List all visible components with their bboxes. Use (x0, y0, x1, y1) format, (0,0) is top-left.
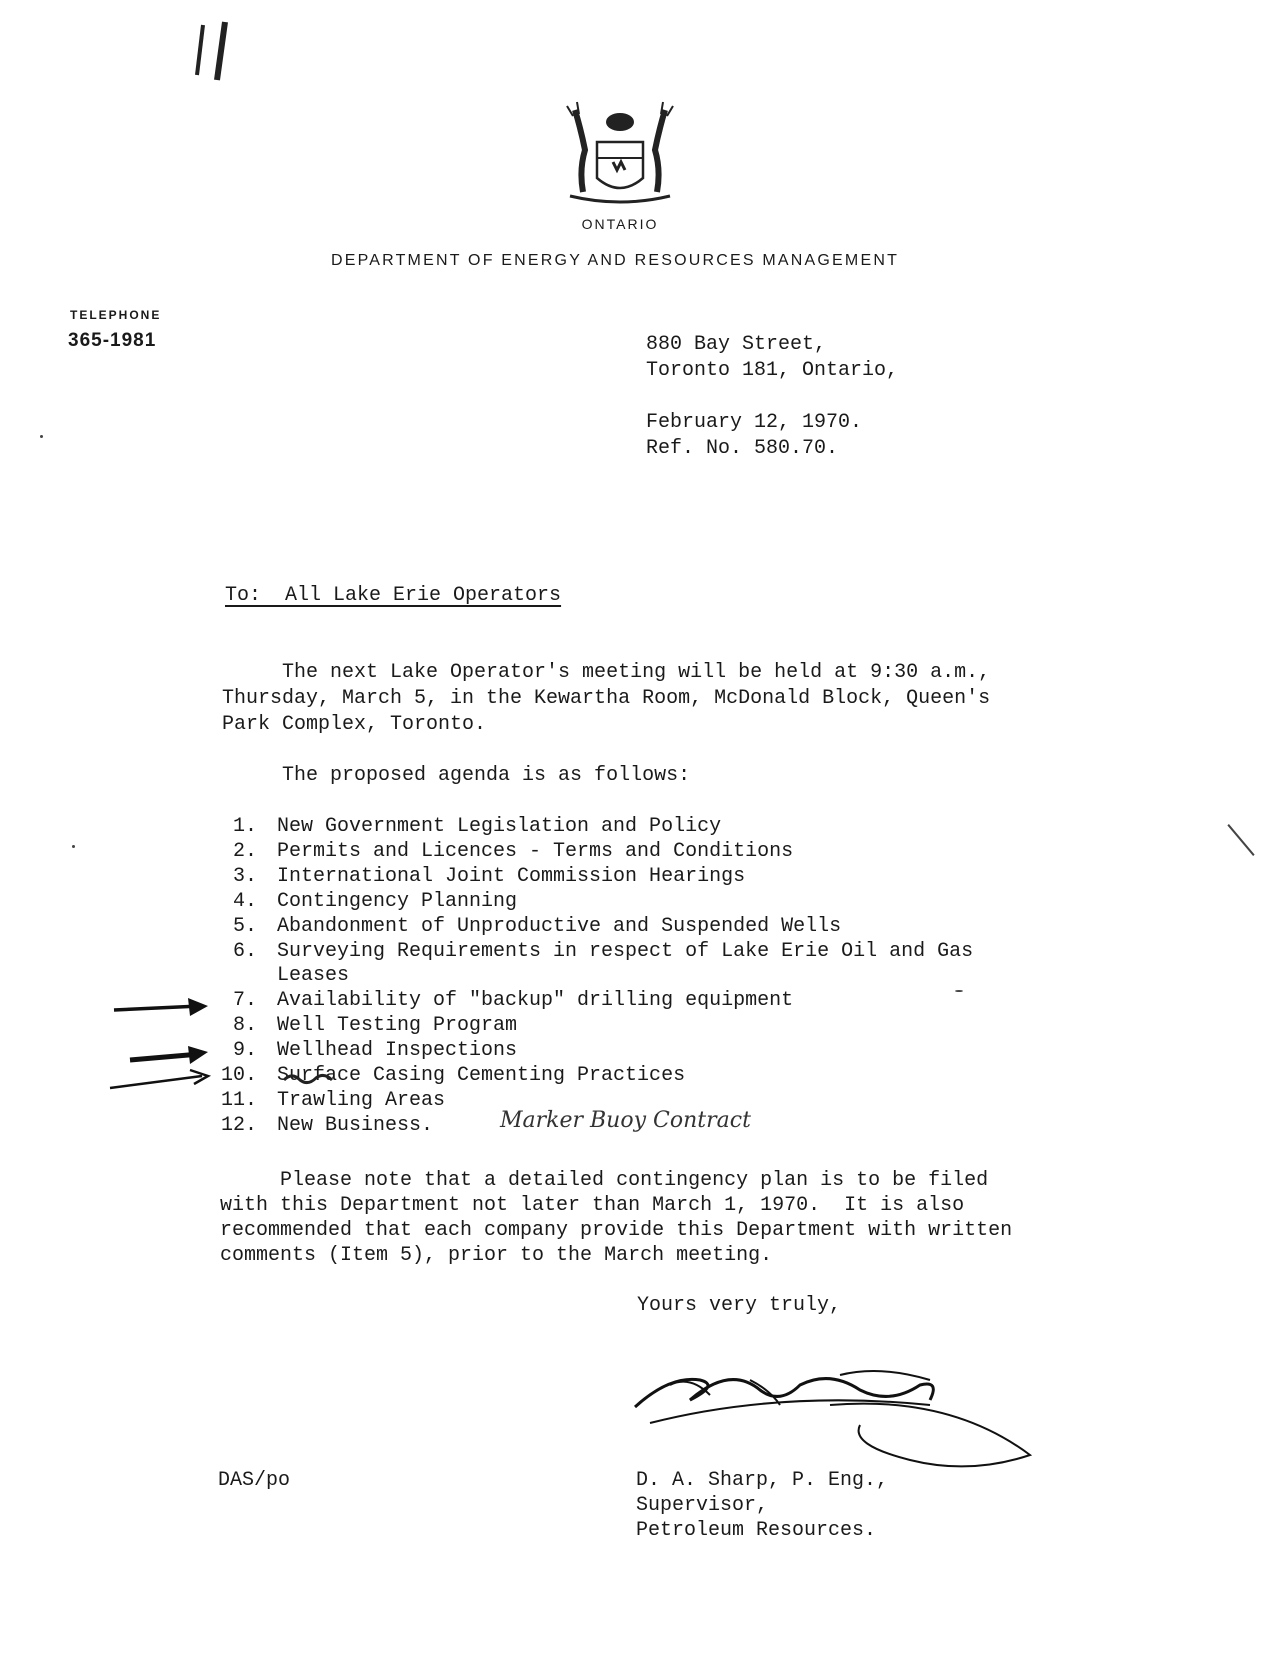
signer-title: Supervisor, (636, 1494, 769, 1517)
agenda-item (205, 914, 841, 940)
closing-line: with this Department not later than March 1, 1970. It is also (220, 1194, 965, 1217)
closing-line: comments (Item 5), prior to the March meeting. (220, 1244, 773, 1267)
signature (630, 1345, 1050, 1485)
scan-speck (955, 990, 963, 992)
arrow-icon (108, 1066, 212, 1096)
agenda-item-text: Contingency Planning (277, 890, 518, 913)
department-name: DEPARTMENT OF ENERGY AND RESOURCES MANAGEMENT (330, 252, 900, 269)
agenda-item-number: 7. (232, 989, 257, 1012)
agenda-item (205, 1088, 445, 1114)
agenda-item-text: Well Testing Program (277, 1014, 518, 1037)
ontario-crest-icon (555, 100, 685, 212)
agenda-item-text: New Government Legislation and Policy (277, 815, 722, 838)
agenda-item-text: Surface Casing Cementing Practices (277, 1064, 686, 1087)
reference-number: Ref. No. 580.70. (646, 437, 839, 460)
closing-line: Please note that a detailed contingency plan is to be filed (220, 1169, 989, 1192)
agenda-item (205, 839, 793, 865)
agenda-item-number: 6. (232, 940, 257, 963)
agenda-item-number: 11. (220, 1089, 257, 1112)
closing-line: recommended that each company provide this Department with written (220, 1219, 1013, 1242)
salutation: Yours very truly, (637, 1294, 842, 1317)
agenda-item-number: 9. (232, 1039, 257, 1062)
scan-speck (72, 845, 75, 848)
agenda-item-text: Wellhead Inspections (277, 1039, 518, 1062)
agenda-item (205, 1013, 517, 1039)
agenda-item-number: 5. (232, 915, 257, 938)
agenda-item-number: 12. (220, 1114, 257, 1137)
agenda-item-number: 3. (232, 865, 257, 888)
crest-label: ONTARIO (581, 216, 659, 232)
agenda-item (205, 889, 517, 915)
address-street: 880 Bay Street, (646, 333, 827, 356)
agenda-item-text: Permits and Licences - Terms and Conditions (277, 840, 794, 863)
agenda-item-number: 1. (232, 815, 257, 838)
agenda-item-text: Surveying Requirements in respect of Lake Erie Oil and Gas (277, 940, 974, 963)
agenda-item (205, 864, 745, 890)
agenda-item-number: 8. (232, 1014, 257, 1037)
intro-line: The next Lake Operator's meeting will be held at 9:30 a.m., (222, 661, 991, 684)
agenda-item-text: Leases (277, 964, 350, 987)
letter-date: February 12, 1970. (646, 411, 863, 434)
scan-speck (1227, 824, 1254, 856)
agenda-item-number: 2. (232, 840, 257, 863)
typist-initials: DAS/po (218, 1469, 291, 1492)
agenda-item-number: 10. (220, 1064, 257, 1087)
agenda-item-text: Abandonment of Unproductive and Suspended Wells (277, 915, 842, 938)
agenda-item-text: Trawling Areas (277, 1089, 446, 1112)
intro-line: Thursday, March 5, in the Kewartha Room, McDonald Block, Queen's (222, 687, 991, 710)
intro-line: Park Complex, Toronto. (222, 713, 487, 736)
strikethrough-scribble (272, 1068, 348, 1088)
agenda-item (205, 814, 721, 840)
telephone-number: 365-1981 (68, 330, 157, 351)
agenda-item-text: New Business. (277, 1114, 434, 1137)
scan-mark-top (195, 20, 235, 90)
agenda-item (205, 939, 973, 965)
agenda-item-text: International Joint Commission Hearings (277, 865, 746, 888)
arrow-icon (112, 992, 212, 1022)
signer-name: D. A. Sharp, P. Eng., (636, 1469, 889, 1492)
agenda-item-text: Availability of "backup" drilling equipment (277, 989, 794, 1012)
address-city: Toronto 181, Ontario, (646, 359, 899, 382)
agenda-item (205, 1038, 517, 1064)
scan-speck (40, 435, 43, 438)
agenda-item-number: 4. (232, 890, 257, 913)
agenda-item (205, 1113, 433, 1139)
handwritten-note: Marker Buoy Contract (500, 1108, 751, 1133)
agenda-item (205, 988, 793, 1014)
telephone-label: TELEPHONE (70, 308, 162, 322)
signer-division: Petroleum Resources. (636, 1519, 877, 1542)
agenda-item-continued (205, 963, 349, 989)
agenda-intro: The proposed agenda is as follows: (222, 764, 691, 787)
recipient-line: To: All Lake Erie Operators (225, 584, 562, 607)
